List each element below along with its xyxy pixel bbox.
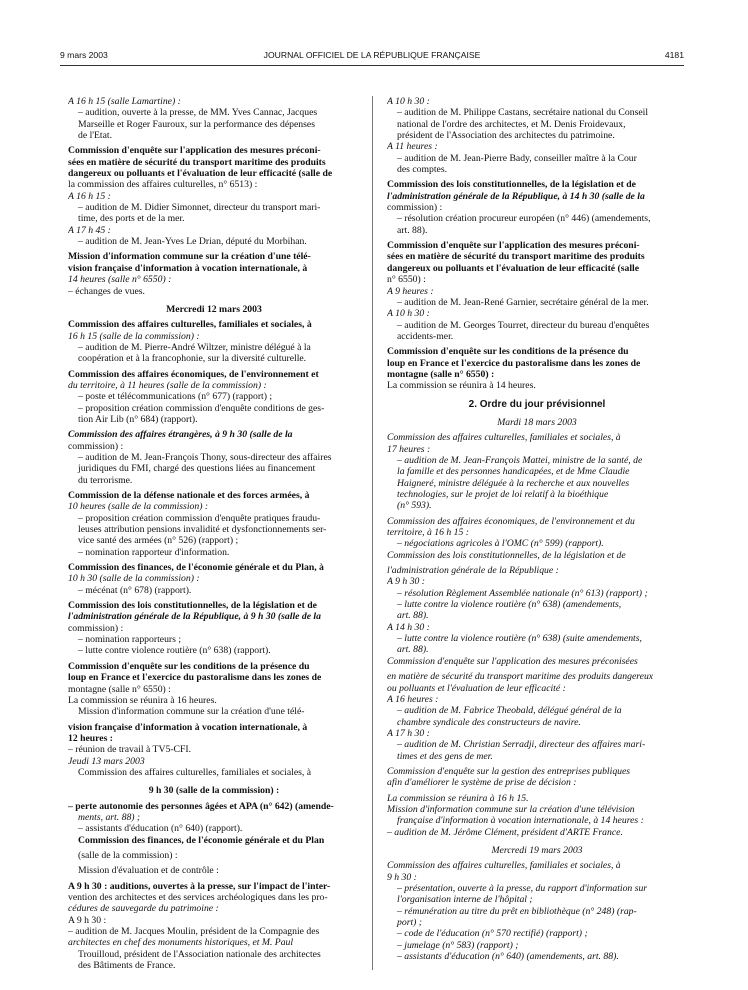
left-column-line: Commission d'enquête sur les conditions de la présence du bbox=[68, 660, 310, 672]
left-column-line: des Bâtiments de France. bbox=[78, 960, 176, 972]
right-column-line: président de l'Association des architectes du patrimoine. bbox=[397, 130, 615, 142]
left-column-line: Trouilloud, président de l'Association nationale des architectes bbox=[78, 948, 321, 960]
left-column-line: Mercredi 12 mars 2003 bbox=[166, 303, 262, 315]
left-column-line: vision française d'information à vocation internationale, à bbox=[68, 721, 308, 733]
right-column-line: Mission d'information commune sur la création d'une télévision bbox=[387, 803, 635, 815]
left-column-line: Commission des affaires économiques, de l'environnement et bbox=[68, 368, 319, 380]
left-column-line: Commission des finances, de l'économie générale et du Plan, à bbox=[68, 562, 324, 574]
left-column-line: juridiques du FMI, chargé des questions liées au financement bbox=[78, 463, 316, 475]
left-column bbox=[68, 96, 360, 971]
left-column-line: loup en France et l'exercice du pastoralisme dans les zones de bbox=[68, 672, 322, 684]
left-column-line: (salle de la commission) : bbox=[78, 849, 178, 861]
right-column-line: times et des gens de mer. bbox=[397, 750, 493, 762]
right-column-line: accidents-mer. bbox=[397, 330, 454, 342]
right-column-line: – présentation, ouverte à la presse, du rapport d'information sur bbox=[397, 883, 648, 894]
right-column-line: – lutte contre la violence routière (n° 638) (amendements, bbox=[397, 599, 622, 611]
header-title: JOURNAL OFFICIEL DE LA RÉPUBLIQUE FRANÇAISE bbox=[263, 50, 481, 60]
left-column-line: Mission d'information commune sur la création d'une télé- bbox=[68, 251, 311, 263]
right-column-line: A 9 h 30 : bbox=[387, 576, 426, 588]
left-column-line: – nomination rapporteur d'information. bbox=[78, 546, 230, 558]
right-column-line: (n° 593). bbox=[397, 500, 432, 512]
right-column-line: art. 88). bbox=[397, 644, 429, 656]
left-column-line: – poste et télécommunications (n° 677) (rapport) ; bbox=[78, 391, 273, 403]
left-column-line: du territoire, à 11 heures (salle de la commission) : bbox=[68, 379, 267, 391]
left-column-line: – audition de M. Jean-François Thony, sous-directeur des affaires bbox=[78, 451, 332, 463]
left-column-line: Jeudi 13 mars 2003 bbox=[68, 755, 145, 767]
right-column bbox=[387, 96, 687, 962]
right-column-line: – audition de M. Jean-François Mattei, ministre de la santé, de bbox=[397, 454, 643, 466]
left-column-line: architectes en chef des monuments historiques, et M. Paul bbox=[68, 937, 294, 949]
left-column-line: Mission d'information commune sur la création d'une télé- bbox=[78, 706, 305, 718]
running-header bbox=[60, 50, 684, 64]
left-column-line: commission) : bbox=[68, 440, 124, 452]
right-column-line: chambre syndicale des constructeurs de navire. bbox=[397, 716, 581, 728]
left-column-line: – proposition création commission d'enquête pratiques fraudu- bbox=[78, 512, 321, 524]
left-column-line: du terrorisme. bbox=[78, 474, 133, 486]
right-column-line: A 14 h 30 : bbox=[387, 621, 430, 633]
right-column-line: l'administration générale de la République, à 14 h 30 (salle de la bbox=[387, 190, 645, 202]
left-column-line: – nomination rapporteurs ; bbox=[78, 634, 182, 646]
left-column-line: Commission des lois constitutionnelles, de la législation et de bbox=[68, 600, 317, 612]
right-column-line: sées en matière de sécurité du transport maritime des produits bbox=[387, 251, 645, 263]
left-column-line: l'administration générale de la République, à 9 h 30 (salle de la bbox=[68, 611, 321, 623]
left-column-line: – perte autonomie des personnes âgées et APA (n° 642) (amende- bbox=[68, 800, 334, 812]
left-column-line: 10 h 30 (salle de la commission) : bbox=[68, 573, 200, 585]
left-column-line: tion Air Lib (n° 684) (rapport). bbox=[78, 413, 198, 425]
right-column-line: Commission des affaires économiques, de l'environnement et du bbox=[387, 515, 635, 527]
left-column-line: Commission des affaires étrangères, à 9 h 30 (salle de la bbox=[68, 429, 293, 441]
left-column-line: 16 h 15 (salle de la commission) : bbox=[68, 330, 200, 342]
right-column-line: 9 h 30 : bbox=[387, 871, 417, 883]
left-column-line: 9 h 30 (salle de la commission) : bbox=[148, 785, 280, 797]
right-column-line: – rémunération au titre du prêt en bibliothèque (n° 248) (rap- bbox=[397, 905, 637, 917]
left-column-line: – proposition création commission d'enquête conditions de ges- bbox=[78, 402, 325, 414]
left-column-line: 10 heures (salle de la commission) : bbox=[68, 501, 209, 513]
left-column-line: 14 heures (salle n° 6550) : bbox=[68, 274, 172, 286]
right-column-line: Mardi 18 mars 2003 bbox=[497, 416, 577, 428]
right-column-line: – audition de M. Christian Serradji, directeur des affaires mari- bbox=[397, 739, 646, 751]
right-column-line: Haigneré, ministre déléguée à la recherche et aux nouvelles bbox=[397, 477, 630, 489]
right-column-line: – audition de M. Jérôme Clément, président d'ARTE France. bbox=[387, 826, 623, 838]
right-column-line: – assistants d'éducation (n° 640) (amendements, art. 88). bbox=[397, 951, 619, 963]
left-column-line: la commission des affaires culturelles, n° 6513) : bbox=[68, 179, 258, 191]
right-column-line: – négociations agricoles à l'OMC (n° 599) (rapport). bbox=[397, 538, 604, 550]
left-column-line: – audition de M. Jacques Moulin, président de la Compagnie des bbox=[68, 926, 320, 938]
left-column-line: commission) : bbox=[68, 622, 124, 634]
right-column-line: – audition de M. Philippe Castans, secrétaire national du Conseil bbox=[397, 107, 649, 119]
left-column-line: A 17 h 45 : bbox=[68, 224, 111, 236]
right-column-line: – audition de M. Jean-Pierre Bady, conseiller maître à la Cour bbox=[397, 152, 637, 164]
right-column-line: l'organisation interne de l'hôpital ; bbox=[397, 894, 533, 906]
right-column-line: – jumelage (n° 583) (rapport) ; bbox=[397, 939, 519, 951]
left-column-line: A 9 h 30 : auditions, ouvertes à la presse, sur l'impact de l'inter- bbox=[68, 880, 331, 892]
right-column-line: Commission d'enquête sur l'application des mesures préconisées bbox=[387, 655, 638, 667]
right-column-line: française d'information à vocation internationale, à 14 heures : bbox=[397, 815, 644, 827]
right-column-line: Commission des lois constitutionnelles, de la législation et de bbox=[387, 179, 636, 191]
right-column-line: des comptes. bbox=[397, 164, 448, 176]
left-column-line: coopération et à la francophonie, sur la diversité culturelle. bbox=[78, 353, 307, 365]
right-column-line: afin d'améliorer le système de prise de décision : bbox=[387, 777, 577, 789]
left-column-line: cédures de sauvegarde du patrimoine : bbox=[68, 903, 219, 915]
left-column-line: montagne (salle n° 6550) : bbox=[68, 683, 171, 695]
right-column-line: technologies, sur le projet de loi relatif à la bioéthique bbox=[397, 489, 609, 500]
right-column-line: Commission d'enquête sur la gestion des entreprises publiques bbox=[387, 765, 631, 777]
left-column-line: Commission des affaires culturelles, familiales et sociales, à bbox=[68, 319, 312, 331]
page-number: 4181 bbox=[664, 50, 684, 60]
right-column-line: – audition de M. Jean-René Garnier, secrétaire général de la mer. bbox=[397, 296, 649, 308]
left-column-line: Commission des finances, de l'économie générale et du Plan bbox=[78, 834, 325, 846]
right-column-line: art. 88). bbox=[397, 224, 428, 236]
left-column-line: Marseille et Roger Fauroux, sur la performance des dépenses bbox=[78, 118, 315, 130]
right-column-line: loup en France et l'exercice du pastoralisme dans les zones de bbox=[387, 357, 641, 369]
right-column-line: – résolution Règlement Assemblée nationale (n° 613) (rapport) ; bbox=[397, 587, 648, 599]
right-column-line: – code de l'éducation (n° 570 rectifié) (rapport) ; bbox=[397, 928, 588, 940]
left-column-line: dangereux ou polluants et l'évaluation de leur efficacité (salle de bbox=[68, 168, 333, 180]
right-column-line: l'administration générale de la République : bbox=[387, 565, 559, 577]
left-column-line: Commission d'enquête sur l'application des mesures préconi- bbox=[68, 145, 321, 157]
left-column-line: leuses attribution pensions invalidité et dysfonctionnements ser- bbox=[78, 524, 327, 536]
right-column-line: A 17 h 30 : bbox=[387, 727, 430, 739]
left-column-line: La commission se réunira à 16 heures. bbox=[68, 694, 217, 706]
left-column-line: de l'Etat. bbox=[78, 130, 113, 142]
right-column-line: Commission des affaires culturelles, familiales et sociales, à bbox=[387, 860, 621, 872]
left-column-line: Commission des affaires culturelles, familiales et sociales, à bbox=[78, 766, 312, 778]
left-column-line: 12 heures : bbox=[68, 732, 114, 744]
left-column-line: vice santé des armées (n° 526) (rapport) ; bbox=[78, 535, 239, 547]
left-column-line: vention des architectes et des services archéologiques dans les pro- bbox=[68, 892, 328, 903]
column-separator bbox=[372, 96, 373, 970]
right-column-line: n° 6550) : bbox=[387, 274, 426, 286]
left-column-line: sées en matière de sécurité du transport maritime des produits bbox=[68, 156, 326, 168]
right-column-line: A 9 heures : bbox=[387, 285, 434, 297]
right-column-line: national de l'ordre des architectes, et M. Denis Froidevaux, bbox=[397, 118, 626, 130]
right-column-line: A 10 h 30 : bbox=[387, 96, 430, 107]
right-column-line: dangereux ou polluants et l'évaluation de leur efficacité (salle bbox=[387, 262, 640, 274]
right-column-line: 2. Ordre du jour prévisionnel bbox=[468, 398, 606, 410]
right-column-line: – résolution création procureur européen (n° 446) (amendements, bbox=[397, 213, 651, 225]
right-column-line: Mercredi 19 mars 2003 bbox=[491, 844, 583, 856]
right-column-line: – audition de M. Georges Tourret, directeur du bureau d'enquêtes bbox=[397, 319, 650, 331]
left-column-line: time, des ports et de la mer. bbox=[78, 213, 185, 225]
right-column-line: Commission d'enquête sur les conditions de la présence du bbox=[387, 346, 629, 358]
left-column-line: Mission d'évaluation et de contrôle : bbox=[78, 865, 219, 877]
right-column-line: – audition de M. Fabrice Theobald, délégué général de la bbox=[397, 705, 622, 717]
left-column-line: – audition de M. Didier Simonnet, directeur du transport mari- bbox=[78, 202, 321, 214]
right-column-line: 17 heures : bbox=[387, 443, 431, 455]
left-column-line: A 16 h 15 (salle Lamartine) : bbox=[68, 96, 181, 107]
left-column-line: – audition de M. Pierre-André Wiltzer, ministre délégué à la bbox=[78, 341, 311, 353]
right-column-line: en matière de sécurité du transport maritime des produits dangereux bbox=[387, 671, 654, 683]
left-column-line: – échanges de vues. bbox=[68, 285, 145, 297]
right-column-line: – lutte contre la violence routière (n° 638) (suite amendements, bbox=[397, 633, 642, 645]
right-column-line: art. 88). bbox=[397, 610, 429, 622]
left-column-line: ments, art. 88) ; bbox=[78, 811, 141, 823]
right-column-line: Commission d'enquête sur l'application des mesures préconi- bbox=[387, 240, 640, 252]
header-rule bbox=[60, 65, 684, 66]
right-column-line: port) ; bbox=[397, 917, 423, 929]
left-column-line: – lutte contre violence routière (n° 638) (rapport). bbox=[78, 645, 271, 657]
right-column-line: La commission se réunira à 16 h 15. bbox=[387, 792, 529, 804]
right-column-line: A 10 h 30 : bbox=[387, 308, 430, 320]
left-column-line: vision française d'information à vocation internationale, à bbox=[68, 262, 308, 274]
header-date: 9 mars 2003 bbox=[60, 50, 108, 60]
right-column-line: La commission se réunira à 14 heures. bbox=[387, 380, 536, 392]
left-column-line: – audition, ouverte à la presse, de MM. Yves Cannac, Jacques bbox=[78, 107, 318, 119]
right-column-line: A 11 heures : bbox=[387, 141, 438, 153]
right-column-line: montagne (salle n° 6550) : bbox=[387, 368, 495, 380]
left-column-line: A 9 h 30 : bbox=[68, 914, 107, 926]
right-column-line: territoire, à 16 h 15 : bbox=[387, 527, 469, 539]
right-column-line: la famille et des personnes handicapées, et de Mme Claudie bbox=[397, 466, 630, 478]
right-column-line: ou polluants et l'évaluation de leur efficacité : bbox=[387, 682, 566, 694]
right-column-line: Commission des affaires culturelles, familiales et sociales, à bbox=[387, 432, 621, 444]
right-column-line: A 16 heures : bbox=[387, 693, 439, 705]
left-column-line: – assistants d'éducation (n° 640) (rapport). bbox=[78, 823, 243, 835]
left-column-line: Commission de la défense nationale et des forces armées, à bbox=[68, 490, 310, 501]
left-column-line: – audition de M. Jean-Yves Le Drian, député du Morbihan. bbox=[78, 236, 307, 248]
left-column-line: A 16 h 15 : bbox=[68, 190, 111, 202]
right-column-line: commission) : bbox=[387, 202, 443, 214]
right-column-line: Commission des lois constitutionnelles, de la législation et de bbox=[387, 549, 626, 561]
left-column-line: – mécénat (n° 678) (rapport). bbox=[78, 584, 192, 596]
left-column-line: – réunion de travail à TV5-CFI. bbox=[68, 744, 192, 756]
